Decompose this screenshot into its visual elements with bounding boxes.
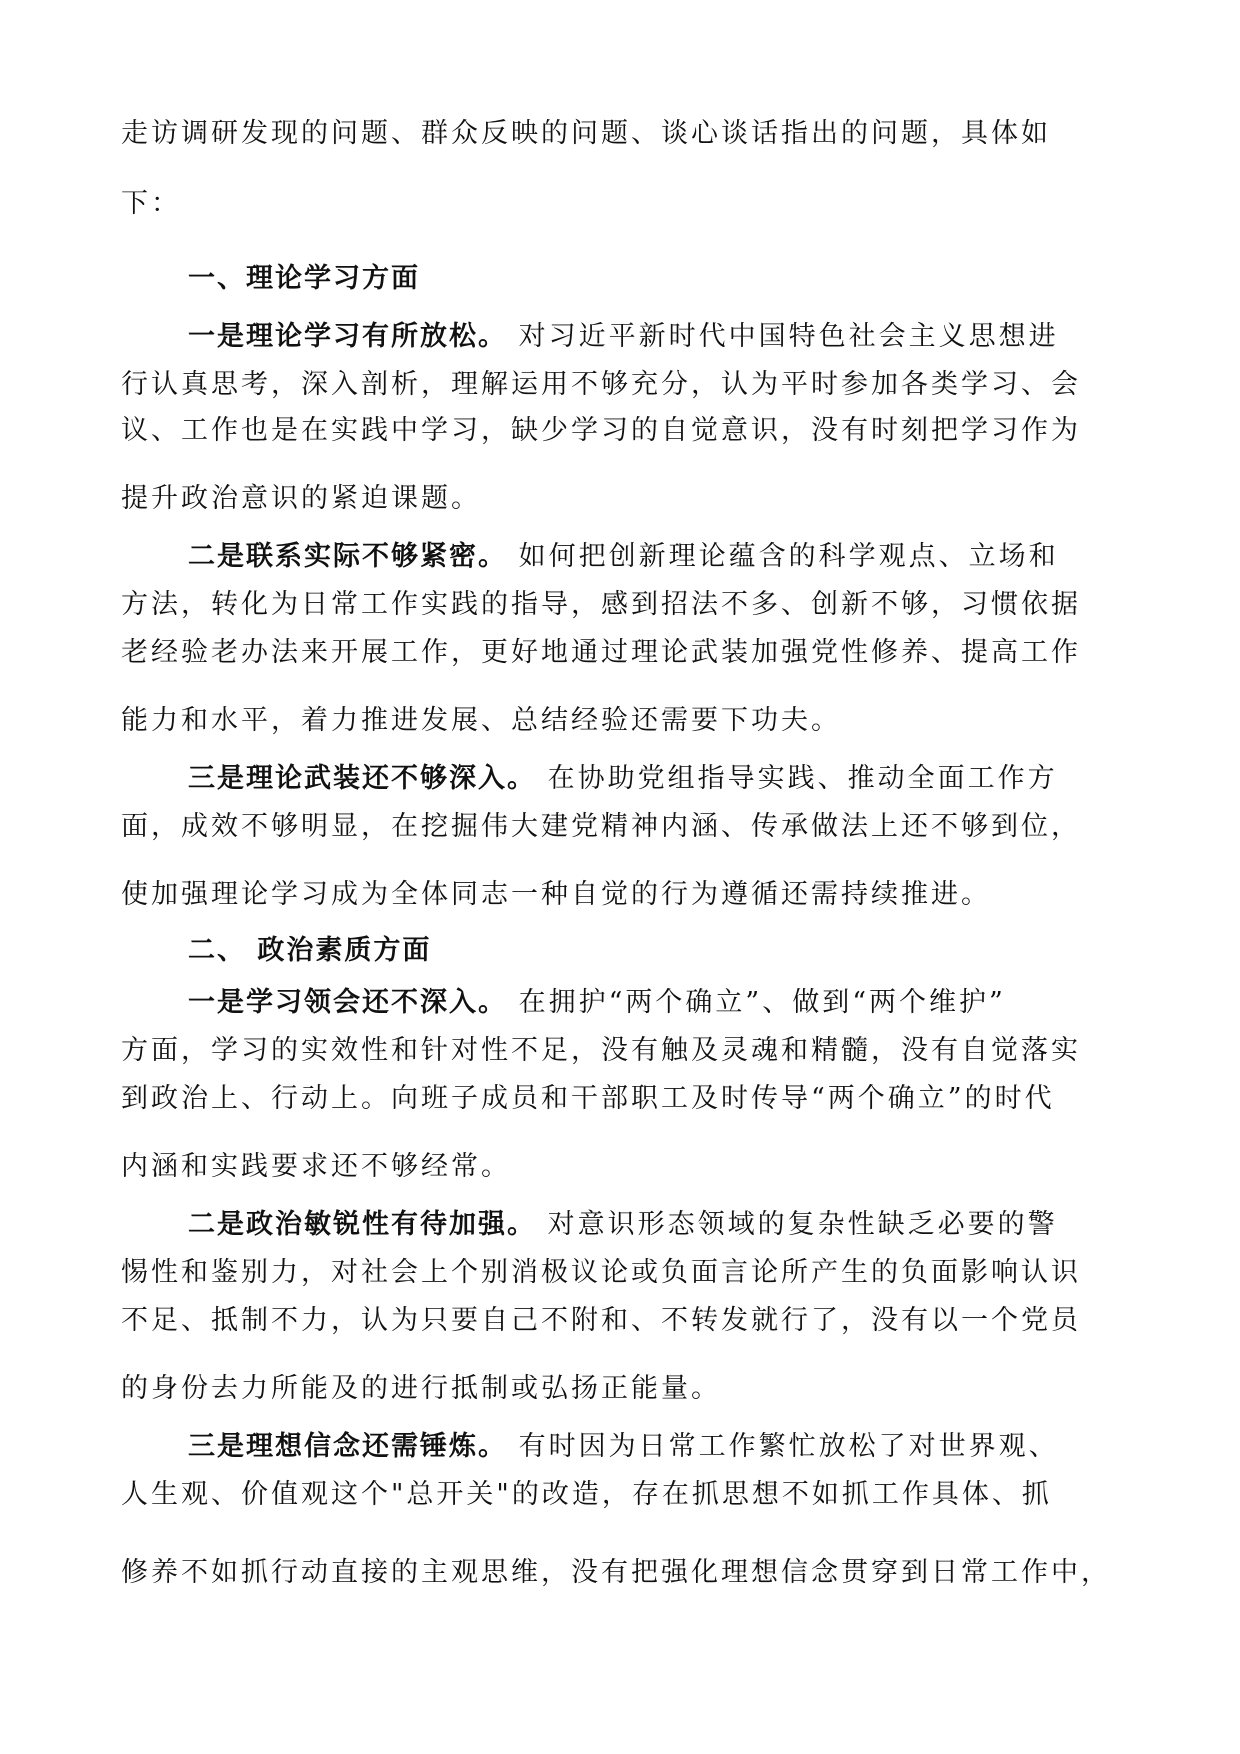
paragraph-line: 人生观、价值观这个"总开关"的改造，存在抓思想不如抓工作具体、抓 bbox=[121, 1479, 1052, 1510]
paragraph-line: 行认真思考，深入剖析，理解运用不够充分，认为平时参加各类学习、会 bbox=[121, 369, 1081, 400]
paragraph-line: 的身份去力所能及的进行抵制或弘扬正能量。 bbox=[121, 1373, 721, 1404]
paragraph-text: 如何把创新理论蕴含的科学观点、立场和 bbox=[507, 541, 1059, 572]
paragraph-line: 使加强理论学习成为全体同志一种自觉的行为遵循还需持续推进。 bbox=[121, 879, 991, 910]
paragraph-line: 面，成效不够明显，在挖掘伟大建党精神内涵、传承做法上还不够到位， bbox=[121, 811, 1081, 842]
paragraph-line: 内涵和实践要求还不够经常。 bbox=[121, 1151, 511, 1182]
paragraph-first-line bbox=[188, 537, 1111, 577]
paragraph-lead: 一是理论学习有所放松。 bbox=[188, 321, 507, 352]
paragraph-line: 修养不如抓行动直接的主观思维，没有把强化理想信念贯穿到日常工作中， bbox=[121, 1557, 1111, 1588]
paragraph-first-line bbox=[188, 759, 1111, 799]
paragraph-line: 不足、抵制不力，认为只要自己不附和、不转发就行了，没有以一个党员 bbox=[121, 1305, 1081, 1336]
section-heading-politics: 二、 政治素质方面 bbox=[188, 935, 432, 966]
paragraph-text: 有时因为日常工作繁忙放松了对世界观、 bbox=[507, 1431, 1059, 1462]
paragraph-lead: 三是理想信念还需锤炼。 bbox=[188, 1431, 507, 1462]
intro-line-2: 下： bbox=[121, 188, 181, 219]
paragraph-first-line bbox=[188, 317, 1111, 357]
paragraph-line: 方面，学习的实效性和针对性不足，没有触及灵魂和精髓，没有自觉落实 bbox=[121, 1035, 1081, 1066]
paragraph-line: 方法，转化为日常工作实践的指导，感到招法不多、创新不够，习惯依据 bbox=[121, 589, 1081, 620]
paragraph-lead: 一是学习领会还不深入。 bbox=[188, 987, 507, 1018]
paragraph-line: 惕性和鉴别力，对社会上个别消极议论或负面言论所产生的负面影响认识 bbox=[121, 1257, 1081, 1288]
paragraph-line: 老经验老办法来开展工作，更好地通过理论武装加强党性修养、提高工作 bbox=[121, 637, 1081, 668]
paragraph-text: 对意识形态领域的复杂性缺乏必要的警 bbox=[536, 1209, 1058, 1240]
intro-line-1: 走访调研发现的问题、群众反映的问题、谈心谈话指出的问题，具体如 bbox=[121, 118, 1051, 149]
section-heading-theory: 一、理论学习方面 bbox=[188, 263, 420, 294]
paragraph-first-line bbox=[188, 1427, 1111, 1467]
paragraph-first-line bbox=[188, 983, 1111, 1023]
paragraph-line: 提升政治意识的紧迫课题。 bbox=[121, 483, 481, 514]
paragraph-text: 对习近平新时代中国特色社会主义思想进 bbox=[507, 321, 1059, 352]
paragraph-lead: 二是联系实际不够紧密。 bbox=[188, 541, 507, 572]
paragraph-first-line bbox=[188, 1205, 1111, 1245]
paragraph-line: 议、工作也是在实践中学习，缺少学习的自觉意识，没有时刻把学习作为 bbox=[121, 415, 1081, 446]
paragraph-line: 能力和水平，着力推进发展、总结经验还需要下功夫。 bbox=[121, 705, 841, 736]
paragraph-lead: 三是理论武装还不够深入。 bbox=[188, 763, 536, 794]
paragraph-lead: 二是政治敏锐性有待加强。 bbox=[188, 1209, 536, 1240]
paragraph-text: 在协助党组指导实践、推动全面工作方 bbox=[536, 763, 1058, 794]
paragraph-text: 在拥护“两个确立”、做到“两个维护” bbox=[507, 987, 1006, 1018]
paragraph-line: 到政治上、行动上。向班子成员和干部职工及时传导“两个确立”的时代 bbox=[121, 1083, 1055, 1114]
